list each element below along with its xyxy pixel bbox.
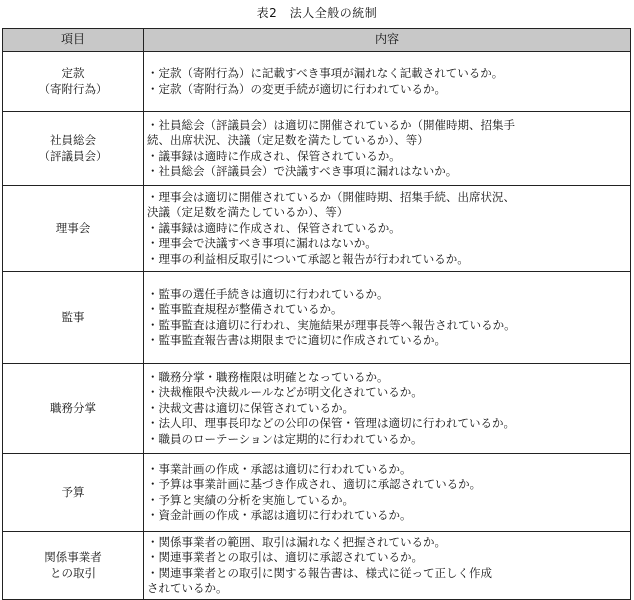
content-line: 決議（定足数を満たしているか）、等）: [147, 205, 349, 220]
item-cell: [3, 186, 144, 272]
item-cell: [3, 112, 144, 186]
content-line: ・監事監査は適切に行われ、実施結果が理事長等へ報告されているか。: [147, 317, 516, 332]
content-line: ・職務分掌・職務権限は明確となっているか。: [147, 369, 389, 384]
item-cell: [3, 52, 144, 112]
table-row: [3, 532, 631, 600]
item-cell: [3, 272, 144, 364]
header-content: 内容: [144, 29, 631, 52]
table-row: [3, 454, 631, 532]
content-line: ・理事会で決議すべき事項に漏れはないか。: [147, 236, 377, 251]
content-cell: [144, 112, 631, 186]
header-item: 項目: [3, 29, 144, 52]
content-cell: [144, 186, 631, 272]
table-header: [3, 29, 631, 52]
content-line: されているか。: [147, 581, 228, 595]
table-caption: 表2 法人全般の統制: [256, 6, 378, 20]
content-line: ・定款（寄附行為）に記載すべき事項が漏れなく記載されているか。: [147, 66, 504, 80]
content-line: ・理事の利益相反取引について承認と報告が行われているか。: [147, 251, 469, 266]
table-row: [3, 112, 631, 186]
item-label: 職務分掌: [50, 400, 96, 415]
content-line: ・決裁権限や決裁ルールなどが明文化されているか。: [147, 385, 423, 400]
item-label: 理事会: [55, 220, 91, 235]
table-row: [3, 186, 631, 272]
content-line: ・理事会は適切に開催されているか（開催時期、招集手続、出席状況、: [147, 189, 515, 204]
item-cell: [3, 364, 144, 454]
content-line: ・関連事業者との取引は、適切に承認されているか。: [147, 550, 423, 564]
content-line: ・監事監査規程が整備されているか。: [147, 302, 343, 316]
content-line: ・社員総会（評議員会）で決議すべき事項に漏れはないか。: [147, 164, 458, 178]
content-line: ・事業計画の作成・承認は適切に行われているか。: [147, 461, 412, 476]
content-line: ・資金計画の作成・承認は適切に行われているか。: [147, 508, 412, 522]
item-label: 関係事業者: [44, 550, 102, 564]
internal-control-table: [2, 28, 631, 600]
content-line: ・関係事業者の範囲、取引は漏れなく把握されているか。: [147, 534, 446, 549]
content-line: ・職員のローテーションは定期的に行われているか。: [147, 431, 423, 446]
header-row: [3, 29, 631, 52]
table-row: [3, 364, 631, 454]
item-cell: [3, 532, 144, 600]
item-label: 定款: [61, 66, 85, 80]
content-line: ・予算は事業計画に基づき作成され、適切に承認されているか。: [147, 477, 482, 491]
content-cell: [144, 454, 631, 532]
content-line: ・監事の選任手続きは適切に行われているか。: [147, 286, 389, 301]
content-line: ・議事録は適時に作成され、保管されているか。: [147, 148, 401, 163]
content-line: ・法人印、理事長印などの公印の保管・管理は適切に行われているか。: [147, 416, 515, 431]
table-row: [3, 52, 631, 112]
item-label: 予算: [61, 484, 85, 499]
item-label: 社員総会: [50, 133, 96, 147]
item-label: 監事: [61, 309, 85, 324]
content-line: ・予算と実績の分析を実施しているか。: [147, 492, 354, 507]
content-cell: [144, 532, 631, 600]
content-line: ・社員総会（評議員会）は適切に開催されているか（開催時期、招集手: [147, 117, 515, 132]
content-line: ・監事監査報告書は期限までに適切に作成されているか。: [147, 333, 446, 347]
table-row: [3, 272, 631, 364]
content-line: ・決裁文書は適切に保管されているか。: [147, 400, 354, 415]
content-line: ・定款（寄附行為）の変更手続が適切に行われているか。: [147, 81, 446, 96]
content-cell: [144, 364, 631, 454]
item-cell: [3, 454, 144, 532]
content-cell: [144, 272, 631, 364]
item-label: （寄附行為）: [38, 81, 108, 96]
content-cell: [144, 52, 631, 112]
item-label: （評議員会）: [38, 148, 108, 163]
content-line: 続、出席状況、決議（定足数を満たしているか）、等）: [147, 133, 429, 147]
item-label: との取引: [50, 565, 96, 580]
content-line: ・議事録は適時に作成され、保管されているか。: [147, 220, 401, 235]
content-line: ・関連事業者との取引に関する報告書は、様式に従って正しく作成: [147, 565, 492, 580]
